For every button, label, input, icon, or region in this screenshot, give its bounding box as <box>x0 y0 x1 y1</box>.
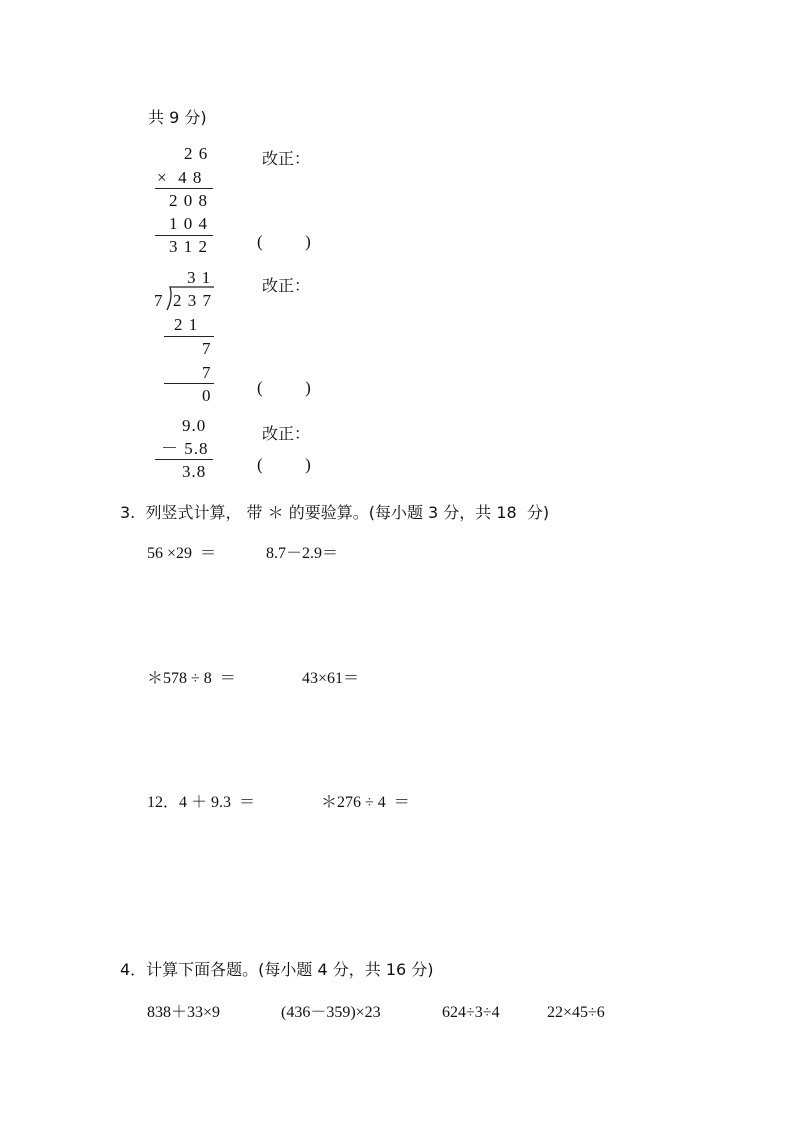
correction-label: 改正： <box>262 149 311 168</box>
section-3-heading: 3. 列竖式计算， 带 ＊ 的要验算。(每小题 3 分，共 18 分) <box>120 503 550 522</box>
divider-line <box>164 383 214 384</box>
exercise-item: 22×45÷6 <box>547 1004 605 1021</box>
division-step-1: 2 1 <box>174 315 199 334</box>
multiplier: × 4 8 <box>157 168 203 187</box>
partial-product-2: 1 0 4 <box>169 214 208 233</box>
divider-line <box>155 459 213 460</box>
correction-label: 改正： <box>262 424 311 443</box>
dividend: 2 3 7 <box>173 291 212 310</box>
answer-blank[interactable]: ( ) <box>257 378 311 397</box>
minuend: 9.0 <box>182 416 207 435</box>
divider-line <box>155 188 213 189</box>
divider-line <box>155 235 213 236</box>
answer-blank[interactable]: ( ) <box>257 232 311 251</box>
division-step-3: 7 <box>202 363 212 382</box>
exercise-item: 624÷3÷4 <box>442 1004 500 1021</box>
remainder: 0 <box>202 386 212 405</box>
divider-line <box>164 336 214 337</box>
difference: 3.8 <box>182 462 207 481</box>
subtrahend: － 5.8 <box>161 439 209 458</box>
product-result: 3 1 2 <box>169 237 208 256</box>
header-fragment: 共 9 分) <box>148 108 207 127</box>
exercise-item: 12．4 ＋ 9.3 ＝ <box>147 794 256 811</box>
answer-blank[interactable]: ( ) <box>257 455 311 474</box>
divisor: 7 <box>154 291 164 310</box>
division-step-2: 7 <box>202 339 212 358</box>
partial-product-1: 2 0 8 <box>169 191 208 210</box>
exercise-item: 838＋33×9 <box>147 1004 221 1021</box>
exercise-item: ＊578 ÷ 8 ＝ <box>147 670 236 687</box>
exercise-item: 43×61＝ <box>302 670 360 687</box>
exercise-item: 8.7－2.9＝ <box>266 545 339 562</box>
exercise-item: ＊276 ÷ 4 ＝ <box>321 794 410 811</box>
exercise-item: (436－359)×23 <box>281 1004 381 1021</box>
correction-label: 改正： <box>262 276 311 295</box>
section-4-heading: 4．计算下面各题。(每小题 4 分，共 16 分) <box>120 960 434 979</box>
exercise-item: 56 ×29 ＝ <box>147 545 217 562</box>
multiplicand: 2 6 <box>184 144 209 163</box>
quotient: 3 1 <box>187 268 212 287</box>
